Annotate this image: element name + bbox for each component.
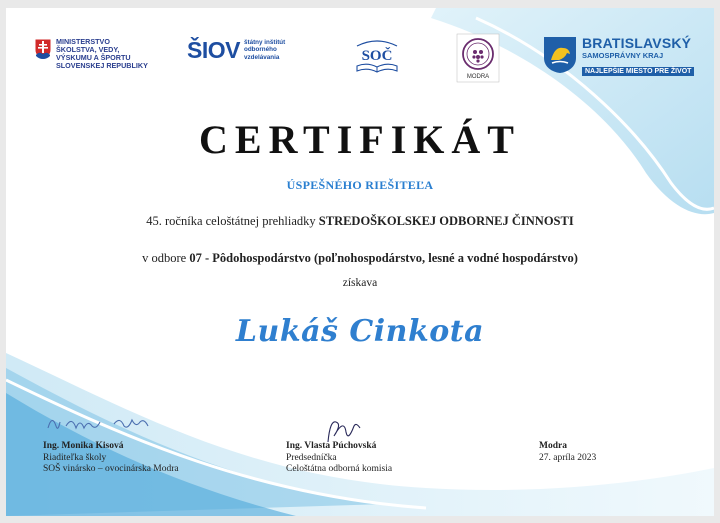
field-prefix: v odbore — [142, 251, 190, 265]
signer-2-org: Celoštátna odborná komisia — [286, 464, 393, 474]
siov-line-3: vzdelávania — [243, 53, 280, 61]
siov-wordmark: ŠIOV — [187, 37, 240, 63]
signer-1-role: Riaditeľka školy — [43, 452, 107, 463]
modra-school-logo — [453, 32, 503, 84]
modra-wordmark: MODRA — [466, 74, 490, 80]
certificate-subtitle: ÚSPEŠNÉHO RIEŠITEĽA — [286, 178, 434, 192]
signer-1-name: Ing. Monika Kisová — [43, 441, 124, 451]
signer-2-role: Predsedníčka — [286, 452, 337, 463]
bsk-logo — [543, 36, 694, 78]
signature-block-2 — [286, 441, 392, 476]
bsk-title: BRATISLAVSKÝ — [582, 35, 692, 51]
ministry-line-2: ŠKOLSTVA, VEDY, — [56, 45, 120, 54]
signer-1-org: SOŠ vinársko – ovocinárska Modra — [43, 464, 179, 474]
competition-prefix: 45. ročníka celoštátnej prehliadky — [146, 214, 319, 228]
signer-2-name: Ing. Vlasta Púchovská — [286, 441, 377, 451]
siov-line-1: štátny inštitút — [243, 38, 286, 46]
place: Modra — [539, 441, 567, 451]
field-name: 07 - Pôdohospodárstvo (poľnohospodárstvo, lesné a vodné hospodárstvo) — [189, 251, 578, 265]
ministry-line-3: VÝSKUMU A ŠPORTU — [56, 53, 131, 62]
ministry-logo — [34, 38, 148, 70]
soc-logo — [351, 38, 403, 78]
signature-block-1 — [43, 441, 179, 476]
receives-text: získava — [342, 277, 378, 289]
place-date-block — [539, 441, 596, 464]
bsk-tagline: NAJLEPŠIE MIESTO PRE ŽIVOT — [582, 67, 694, 76]
competition-line — [6, 214, 714, 229]
siov-logo — [187, 38, 285, 62]
bsk-crest-icon — [543, 36, 577, 74]
certificate-title: CERTIFIKÁT — [199, 117, 521, 162]
ministry-line-1: MINISTERSTVO — [56, 37, 110, 46]
recipient-name: Lukáš Cinkota — [235, 314, 485, 349]
competition-name: STREDOŠKOLSKEJ ODBORNEJ ČINNOSTI — [318, 214, 574, 228]
slovak-crest-icon — [34, 38, 52, 60]
date: 27. apríla 2023 — [539, 452, 597, 463]
certificate-page — [6, 8, 714, 516]
field-line — [6, 251, 714, 266]
ministry-line-4: SLOVENSKEJ REPUBLIKY — [56, 61, 148, 70]
bsk-subtitle: SAMOSPRÁVNY KRAJ — [582, 51, 664, 60]
soc-wordmark: SOČ — [361, 48, 393, 64]
signature-kisova — [44, 408, 164, 438]
siov-line-2: odborného — [243, 46, 277, 54]
